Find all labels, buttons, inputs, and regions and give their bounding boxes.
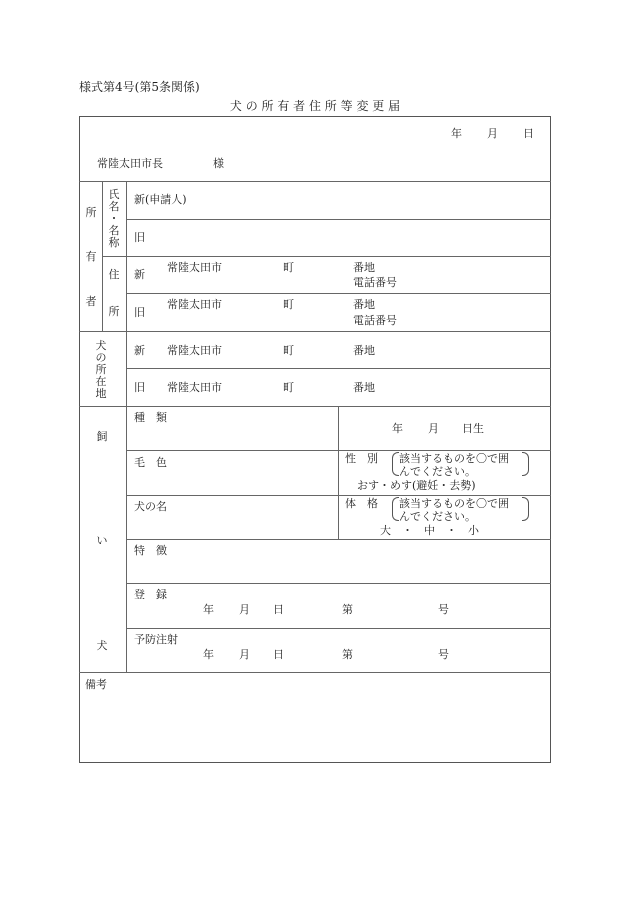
- registration-month-label: 月: [239, 603, 250, 616]
- name-old-label: 旧: [134, 231, 145, 244]
- name-label-char: 名: [108, 200, 120, 213]
- left-brace: [392, 497, 399, 521]
- dog-location-label-char: 地: [95, 387, 107, 400]
- dog-name-label: 犬の名: [134, 500, 167, 513]
- size-options: 大 ・ 中 ・ 小: [380, 524, 479, 537]
- address-new-town: 町: [283, 261, 294, 274]
- divider: [126, 181, 127, 672]
- owner-label-char: 有: [85, 250, 97, 263]
- rabies-month-label: 月: [239, 648, 250, 661]
- divider: [102, 256, 551, 257]
- owner-label-char: 所: [85, 206, 97, 219]
- address-label-char: 住: [108, 268, 120, 281]
- date-month-label: 月: [487, 127, 498, 140]
- divider: [126, 583, 551, 584]
- address-label-char: 所: [108, 305, 120, 318]
- divider: [79, 331, 551, 332]
- owner-label-char: 者: [85, 295, 97, 308]
- sex-label: 性 別: [345, 452, 378, 465]
- dog-label-char: 飼: [96, 430, 108, 443]
- registration-day-label: 日: [273, 603, 284, 616]
- divider: [126, 219, 551, 220]
- sex-circle-note-2: んでください。: [399, 465, 476, 478]
- size-circle-note-1: 該当するものを〇で囲: [399, 497, 509, 510]
- size-label: 体 格: [345, 497, 378, 510]
- dog-label-char: い: [96, 534, 108, 547]
- divider: [79, 406, 551, 407]
- dog-location-old-city: 常陸太田市: [167, 381, 222, 394]
- dog-location-label-char: 犬: [95, 339, 107, 352]
- registration-dai-label: 第: [342, 603, 353, 616]
- address-new-prefix: 新: [134, 268, 145, 281]
- dog-label-char: 犬: [96, 639, 108, 652]
- dog-location-old-town: 町: [283, 381, 294, 394]
- sex-options: おす・めす(避妊・去勢): [357, 479, 476, 492]
- dog-location-label-char: 在: [95, 375, 107, 388]
- size-circle-note-2: んでください。: [399, 510, 476, 523]
- rabies-year-label: 年: [203, 648, 214, 661]
- address-new-city: 常陸太田市: [167, 261, 222, 274]
- breed-label: 種 類: [134, 411, 167, 424]
- form-frame: [79, 116, 551, 763]
- divider: [126, 628, 551, 629]
- address-old-banchi: 番地: [353, 298, 375, 311]
- dog-location-new-banchi: 番地: [353, 344, 375, 357]
- features-label: 特 徴: [134, 544, 167, 557]
- birth-day-label: 日生: [462, 422, 484, 435]
- divider: [126, 368, 551, 369]
- address-old-phone-label: 電話番号: [353, 314, 397, 327]
- rabies-day-label: 日: [273, 648, 284, 661]
- dog-location-new-city: 常陸太田市: [167, 344, 222, 357]
- divider: [126, 293, 551, 294]
- right-brace: [522, 497, 529, 521]
- honorific: 様: [213, 157, 224, 170]
- form-number-label: 様式第4号(第5条関係): [79, 80, 200, 94]
- address-new-phone-label: 電話番号: [353, 276, 397, 289]
- name-new-label: 新(申請人): [134, 193, 187, 206]
- divider: [338, 406, 339, 539]
- address-old-city: 常陸太田市: [167, 298, 222, 311]
- address-old-prefix: 旧: [134, 306, 145, 319]
- addressee: 常陸太田市長: [97, 157, 163, 170]
- dog-location-label-char: 所: [95, 363, 107, 376]
- name-label-char: 称: [108, 236, 120, 249]
- name-label-char: 氏: [108, 188, 120, 201]
- dog-location-new-town: 町: [283, 344, 294, 357]
- remarks-label: 備考: [85, 678, 107, 691]
- left-brace: [392, 452, 399, 476]
- form-title: 犬 の 所 有 者 住 所 等 変 更 届: [229, 99, 401, 113]
- address-old-town: 町: [283, 298, 294, 311]
- coat-label: 毛 色: [134, 456, 167, 469]
- date-year-label: 年: [451, 127, 462, 140]
- address-new-banchi: 番地: [353, 261, 375, 274]
- divider: [79, 672, 551, 673]
- dog-location-label-char: の: [95, 351, 107, 364]
- divider: [79, 181, 551, 182]
- registration-year-label: 年: [203, 603, 214, 616]
- registration-label: 登 録: [134, 588, 167, 601]
- sex-circle-note-1: 該当するものを〇で囲: [399, 452, 509, 465]
- divider: [102, 181, 103, 331]
- date-day-label: 日: [523, 127, 534, 140]
- rabies-dai-label: 第: [342, 648, 353, 661]
- name-label-char: 名: [108, 224, 120, 237]
- registration-go-label: 号: [438, 603, 449, 616]
- dog-location-old-prefix: 旧: [134, 381, 145, 394]
- birth-month-label: 月: [428, 422, 439, 435]
- dog-location-new-prefix: 新: [134, 344, 145, 357]
- rabies-go-label: 号: [438, 648, 449, 661]
- birth-year-label: 年: [392, 422, 403, 435]
- dog-location-old-banchi: 番地: [353, 381, 375, 394]
- divider: [126, 539, 551, 540]
- right-brace: [522, 452, 529, 476]
- rabies-label: 予防注射: [134, 633, 178, 646]
- name-label-char: ・: [108, 212, 120, 225]
